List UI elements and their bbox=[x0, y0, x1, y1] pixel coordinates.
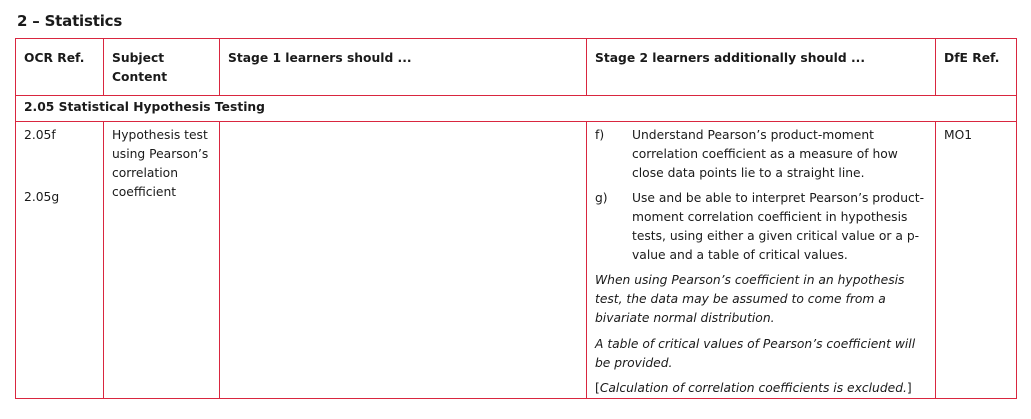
header-stage2: Stage 2 learners additionally should ... bbox=[587, 39, 936, 96]
header-stage1: Stage 1 learners should ... bbox=[220, 39, 587, 96]
note-critical-values: A table of critical values of Pearson’s coefficient will be provided. bbox=[595, 337, 916, 370]
subject-content-cell: Hypothesis test using Pearson’s correlation coefficient bbox=[104, 122, 220, 399]
exclusion-text: Calculation of correlation coefficients is excluded. bbox=[599, 381, 907, 395]
stage2-item-f bbox=[595, 126, 927, 183]
item-text: Use and be able to interpret Pearson’s product-moment correlation coefficient in hypothesis tests, using either a given critical value or a p-value and a table of critical values. bbox=[632, 191, 925, 262]
stage2-cell bbox=[587, 122, 936, 399]
dfe-ref-cell: MO1 bbox=[936, 122, 1017, 399]
note-bivariate: When using Pearson’s coefficient in an hypothesis test, the data may be assumed to come from a bivariate normal distribution. bbox=[595, 273, 905, 325]
ocr-ref-cell bbox=[16, 122, 104, 399]
section-title: 2 – Statistics bbox=[17, 12, 123, 30]
subheading-row bbox=[16, 96, 1017, 122]
subheading: 2.05 Statistical Hypothesis Testing bbox=[16, 96, 1017, 122]
stage2-item-g bbox=[595, 189, 927, 265]
item-letter: g) bbox=[595, 191, 608, 205]
header-subject-content: Subject Content bbox=[104, 39, 220, 96]
ocr-ref-2-05f: 2.05f bbox=[24, 128, 56, 142]
bracket-close: ] bbox=[906, 381, 912, 395]
specification-table bbox=[15, 38, 1017, 399]
stage1-cell bbox=[220, 122, 587, 399]
ocr-ref-2-05g: 2.05g bbox=[24, 190, 60, 204]
table-row bbox=[16, 122, 1017, 399]
header-dfe-ref: DfE Ref. bbox=[936, 39, 1017, 96]
bracket-open: [ bbox=[595, 381, 600, 395]
exclusion-note bbox=[595, 379, 927, 398]
header-row bbox=[16, 39, 1017, 96]
item-letter: f) bbox=[595, 128, 605, 142]
header-ocr-ref: OCR Ref. bbox=[16, 39, 104, 96]
item-text: Understand Pearson’s product-moment correlation coefficient as a measure of how close data points lie to a straight line. bbox=[632, 128, 898, 180]
